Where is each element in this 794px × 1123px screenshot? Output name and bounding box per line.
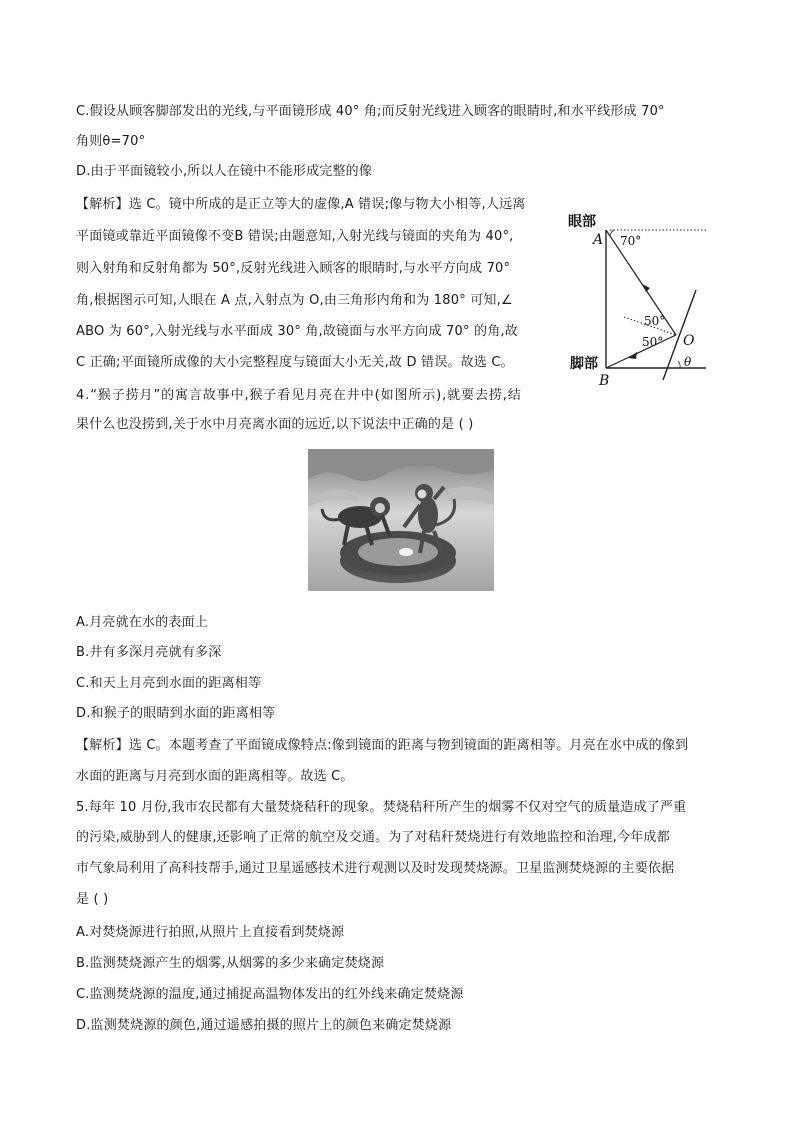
angle-50-bottom-label: 50° — [642, 335, 664, 349]
q4-analysis-line: 水面的距离与月亮到水面的距离相等。故选 C。 — [76, 769, 354, 784]
q3-analysis-line: 【解析】选 C。镜中所成的是正立等大的虚像,A 错误;像与物大小相等,人远离 — [76, 197, 526, 212]
q3-analysis-line: 则入射角和反射角都为 50°,反射光线进入顾客的眼睛时,与水平方向成 70° — [76, 261, 511, 276]
angle-theta-label: θ — [684, 355, 692, 369]
angle-70-label: 70° — [620, 234, 642, 248]
q5-option-c: C.监测焚烧源的温度,通过捕捉高温物体发出的红外线来确定焚烧源 — [76, 987, 464, 1002]
label-eye: 眼部 — [568, 214, 596, 230]
label-foot: 脚部 — [570, 356, 598, 372]
q4-option-d: D.和猴子的眼睛到水面的距离相等 — [76, 706, 276, 721]
angle-50-top-label: 50° — [644, 314, 666, 328]
point-o-label: O — [683, 333, 695, 349]
reflected-ray-arrow — [642, 284, 650, 292]
q3-analysis-line: 角,根据图示可知,人眼在 A 点,入射点为 O,由三角形内角和为 180° 可知,∠ — [76, 293, 513, 308]
q3-analysis-line: C 正确;平面镜所成像的大小完整程度与镜面大小无关,故 D 错误。故选 C。 — [76, 355, 514, 370]
incident-ray-arrow — [628, 352, 637, 359]
q4-option-a: A.月亮就在水的表面上 — [76, 615, 208, 630]
point-a-label: A — [593, 232, 604, 248]
q3-analysis-line: ABO 为 60°,入射光线与水平面成 30° 角,故镜面与水平方向成 70° 的角,故 — [76, 324, 518, 339]
q5-option-d: D.监测焚烧源的颜色,通过遥感拍摄的照片上的颜色来确定焚烧源 — [76, 1018, 452, 1033]
moon-reflection — [399, 548, 413, 556]
angle-arc-70 — [610, 230, 614, 236]
q5-stem-line: 是 ( ) — [76, 892, 109, 907]
q4-option-b: B.井有多深月亮就有多深 — [76, 645, 222, 660]
mirror-reflection-diagram — [566, 208, 716, 388]
angle-arc-theta — [678, 361, 680, 368]
monkey-well-illustration — [308, 449, 494, 591]
q3-analysis-line: 平面镜或靠近平面镜像不变B 错误;由题意知,入射光线与镜面的夹角为 40°, — [76, 229, 514, 244]
q5-stem-line: 的污染,威胁到人的健康,还影响了正常的航空及交通。为了对秸秆焚烧进行有效地监控和治理,今年成都 — [76, 830, 670, 845]
q3-option-d: D.由于平面镜较小,所以人在镜中不能形成完整的像 — [76, 164, 373, 179]
q4-analysis-line: 【解析】选 C。本题考查了平面镜成像特点:像到镜面的距离与物到镜面的距离相等。月亮在水中成的像到 — [76, 738, 689, 753]
q5-stem-line: 市气象局利用了高科技帮手,通过卫星遥感技术进行观测以及时发现焚烧源。卫星监测焚烧源的主要依据 — [76, 861, 675, 876]
q4-stem-line1: 4.“猴子捞月”的寓言故事中,猴子看见月亮在井中(如图所示),就要去捞,结 — [76, 388, 522, 403]
q5-option-a: A.对焚烧源进行拍照,从照片上直接看到焚烧源 — [76, 925, 345, 940]
incident-ray — [606, 335, 676, 368]
point-b-label: B — [599, 373, 610, 388]
q3-option-c-line1: C.假设从顾客脚部发出的光线,与平面镜形成 40° 角;而反射光线进入顾客的眼睛时,和水平线形成 70° — [76, 104, 665, 119]
q5-option-b: B.监测焚烧源产生的烟雾,从烟雾的多少来确定焚烧源 — [76, 956, 385, 971]
q4-stem-line2: 果什么也没捞到,关于水中月亮离水面的远近,以下说法中正确的是 ( ) — [76, 417, 474, 432]
q5-stem-line: 5.每年 10 月份,我市农民都有大量焚烧秸秆的现象。焚烧秸秆所产生的烟雾不仅对空气的质量造成了严重 — [76, 800, 687, 815]
q4-option-c: C.和天上月亮到水面的距离相等 — [76, 676, 262, 691]
q3-option-c-line2: 角则θ=70° — [76, 134, 146, 149]
